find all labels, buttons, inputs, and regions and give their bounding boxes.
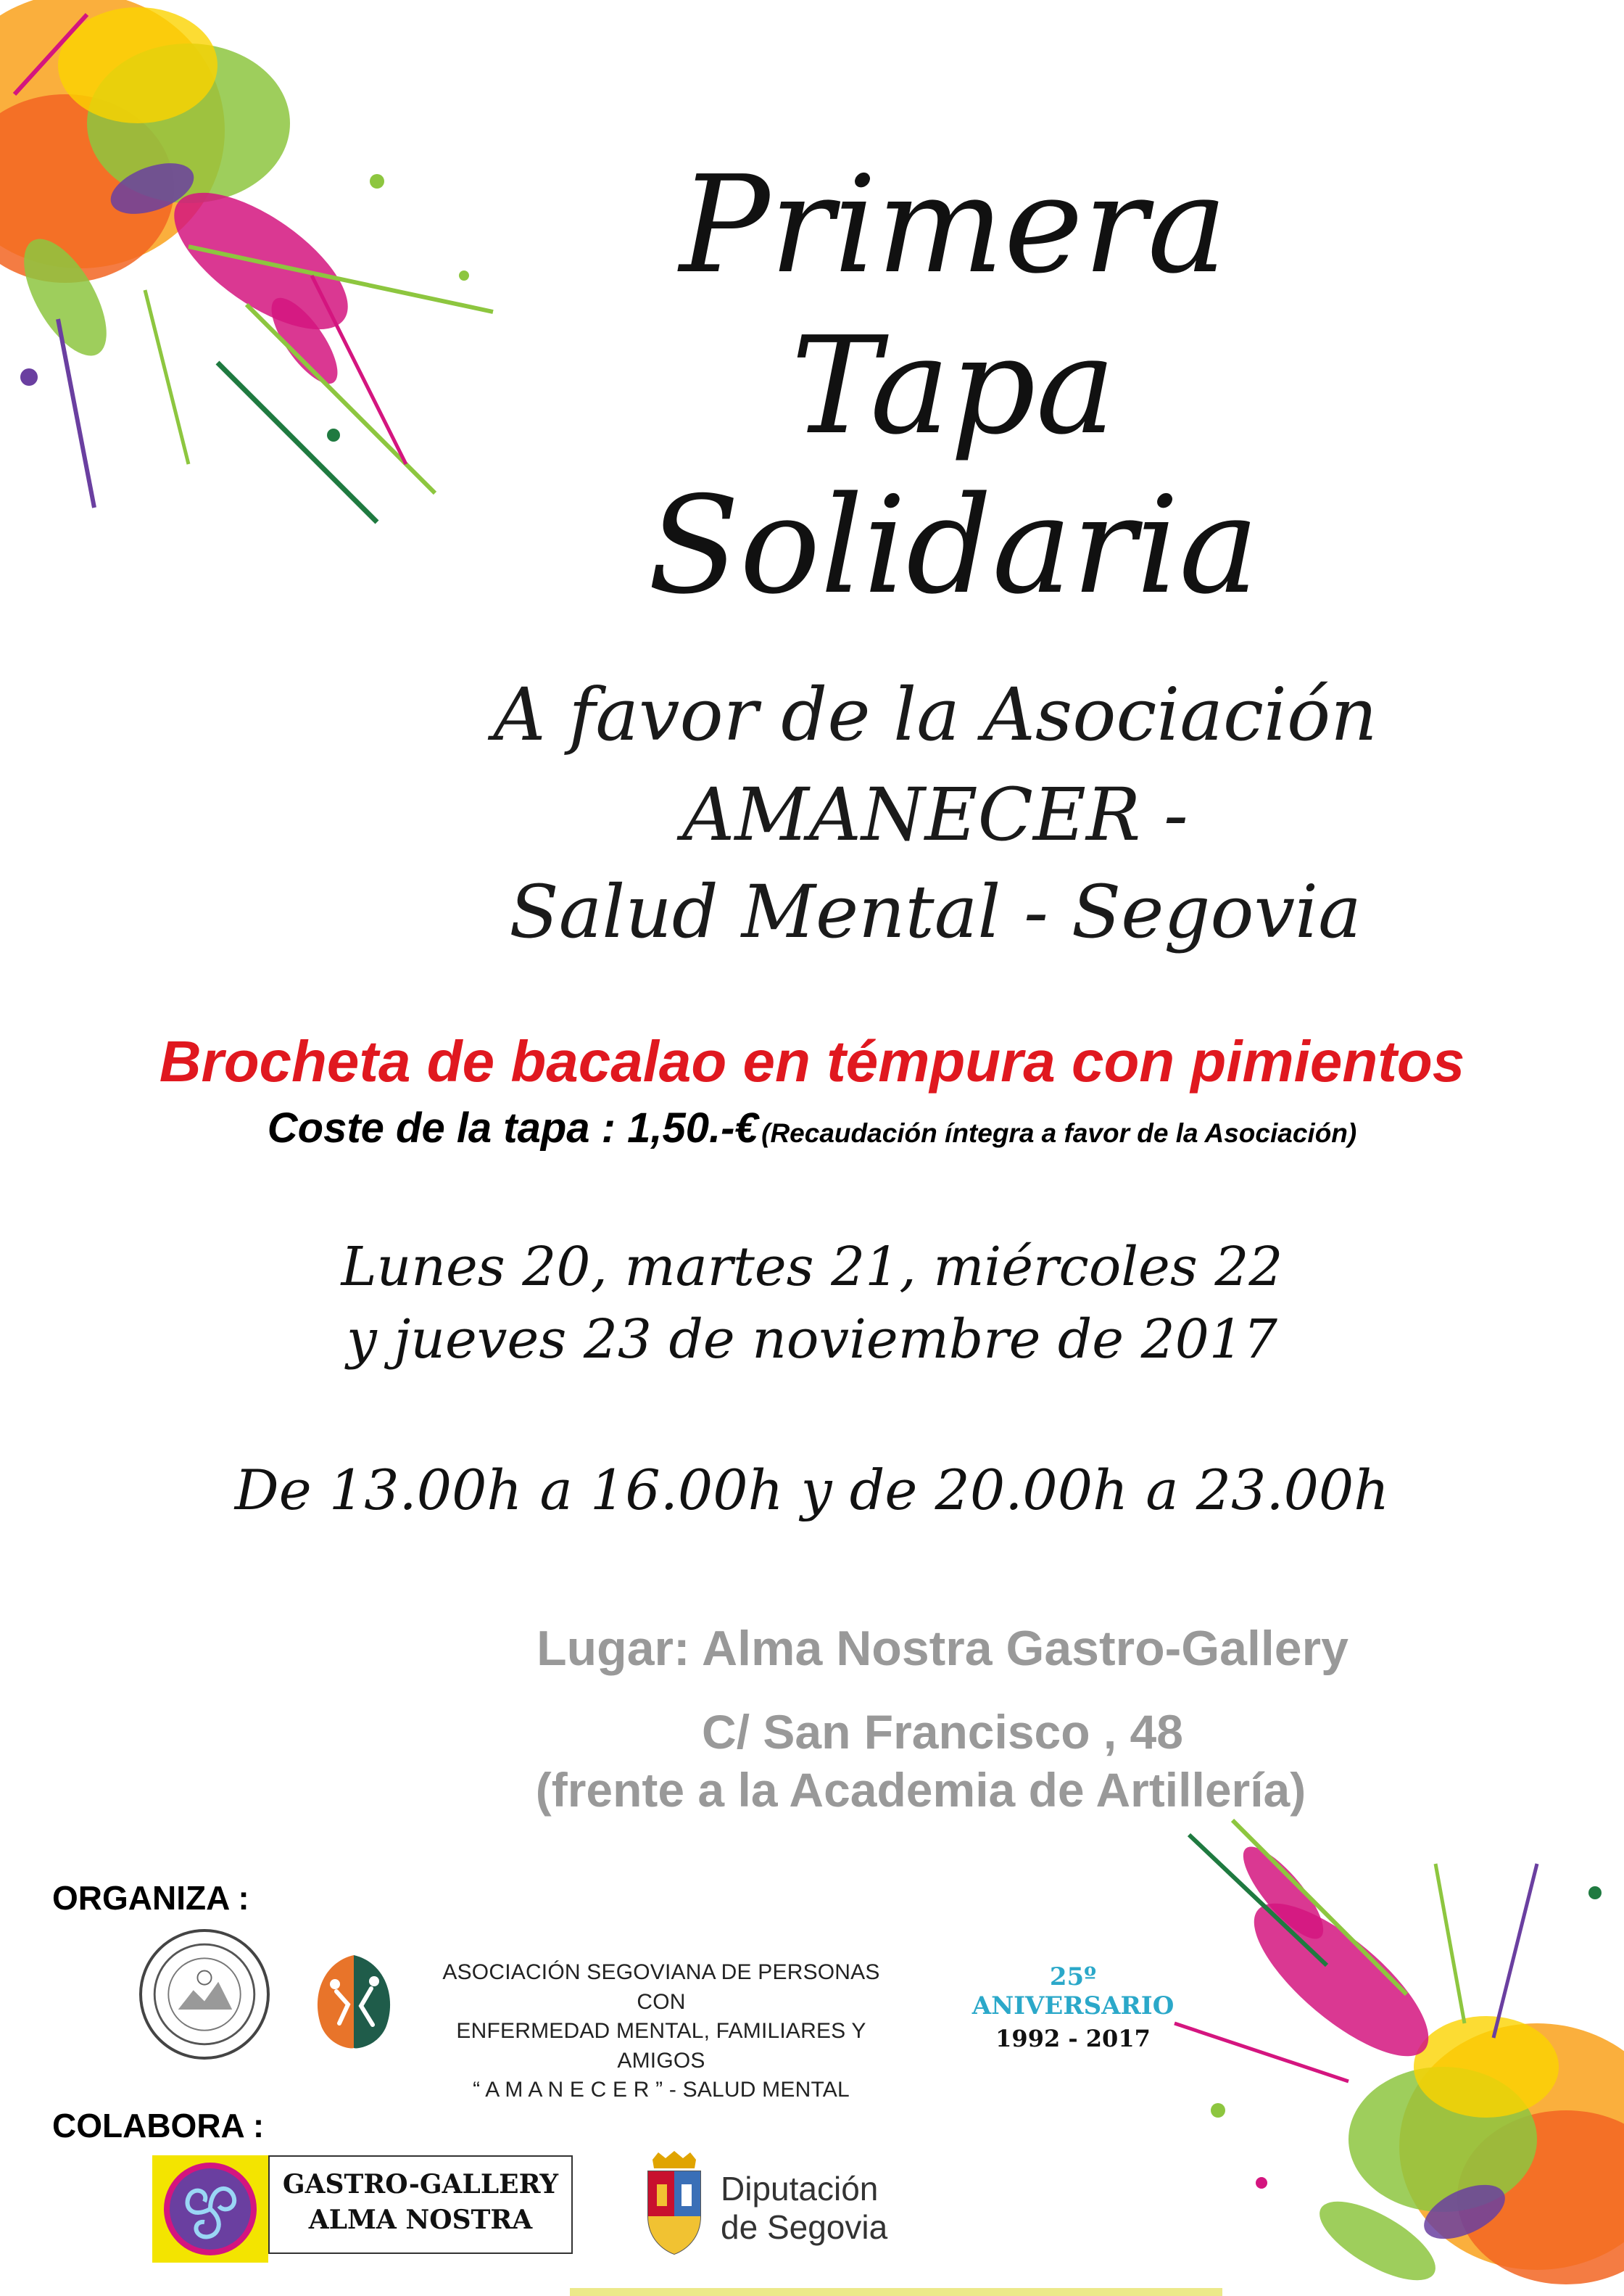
diputacion-line-1: Diputación <box>721 2170 879 2208</box>
colabora-label: COLABORA : <box>52 2107 265 2144</box>
gastro-gallery-logo <box>268 2155 573 2254</box>
association-line-2: AMANECER - <box>682 772 1188 857</box>
bottom-accent-strip <box>570 2288 1222 2296</box>
organizer-line-3: “ A M A N E C E R ” - SALUD MENTAL <box>473 2078 850 2102</box>
segovia-shield-icon <box>638 2150 710 2255</box>
amanecer-leaf-logo <box>307 1948 400 2055</box>
anniversary-years: 1992 - 2017 <box>995 2025 1151 2052</box>
association-line-1: A favor de la Asociación <box>493 672 1378 757</box>
diputacion-line-2: de Segovia <box>721 2208 888 2246</box>
location-address: C/ San Francisco , 48 <box>702 1705 1183 1759</box>
dates-line-2: y jueves 23 de noviembre de 2017 <box>347 1308 1277 1371</box>
location-landmark: (frente a la Academia de Artillería) <box>535 1763 1306 1817</box>
hours-line: De 13.00h a 16.00h y de 20.00h a 23.00h <box>234 1458 1390 1522</box>
paint-splash-bottom-right <box>1160 1806 1624 2296</box>
dates-line-1: Lunes 20, martes 21, miércoles 22 <box>341 1236 1283 1298</box>
cost-line <box>0 1104 1624 1152</box>
title-line-1: Primera <box>679 146 1227 303</box>
title-line-3: Solidaria <box>647 467 1259 624</box>
title-line-2: Tapa <box>790 307 1116 464</box>
dish-name: Brocheta de bacalao en témpura con pimientos <box>159 1029 1465 1094</box>
organizer-description <box>422 1958 900 2105</box>
anniversary-title: 25º ANIVERSARIO <box>972 1962 1174 2020</box>
cost-price: Coste de la tapa : 1,50.-€ <box>267 1104 758 1152</box>
cost-note: (Recaudación íntegra a favor de la Asociación) <box>761 1118 1357 1148</box>
gastro-gallery-line-2: ALMA NOSTRA <box>308 2204 533 2235</box>
paint-splash-top-left <box>0 0 536 537</box>
diputacion-logo-text <box>721 2170 887 2247</box>
triskelion-logo <box>152 2155 268 2263</box>
amanecer-seal-logo <box>139 1929 270 2060</box>
organizer-line-2: ENFERMEDAD MENTAL, FAMILIARES Y AMIGOS <box>456 2019 866 2073</box>
location-place: Lugar: Alma Nostra Gastro-Gallery <box>536 1621 1348 1676</box>
anniversary-badge <box>957 1962 1189 2052</box>
association-line-3: Salud Mental - Segovia <box>509 870 1362 954</box>
gastro-gallery-line-1: GASTRO-GALLERY <box>282 2169 559 2200</box>
organiza-label: ORGANIZA : <box>52 1879 249 1917</box>
organizer-line-1: ASOCIACIÓN SEGOVIANA DE PERSONAS CON <box>442 1960 880 2014</box>
